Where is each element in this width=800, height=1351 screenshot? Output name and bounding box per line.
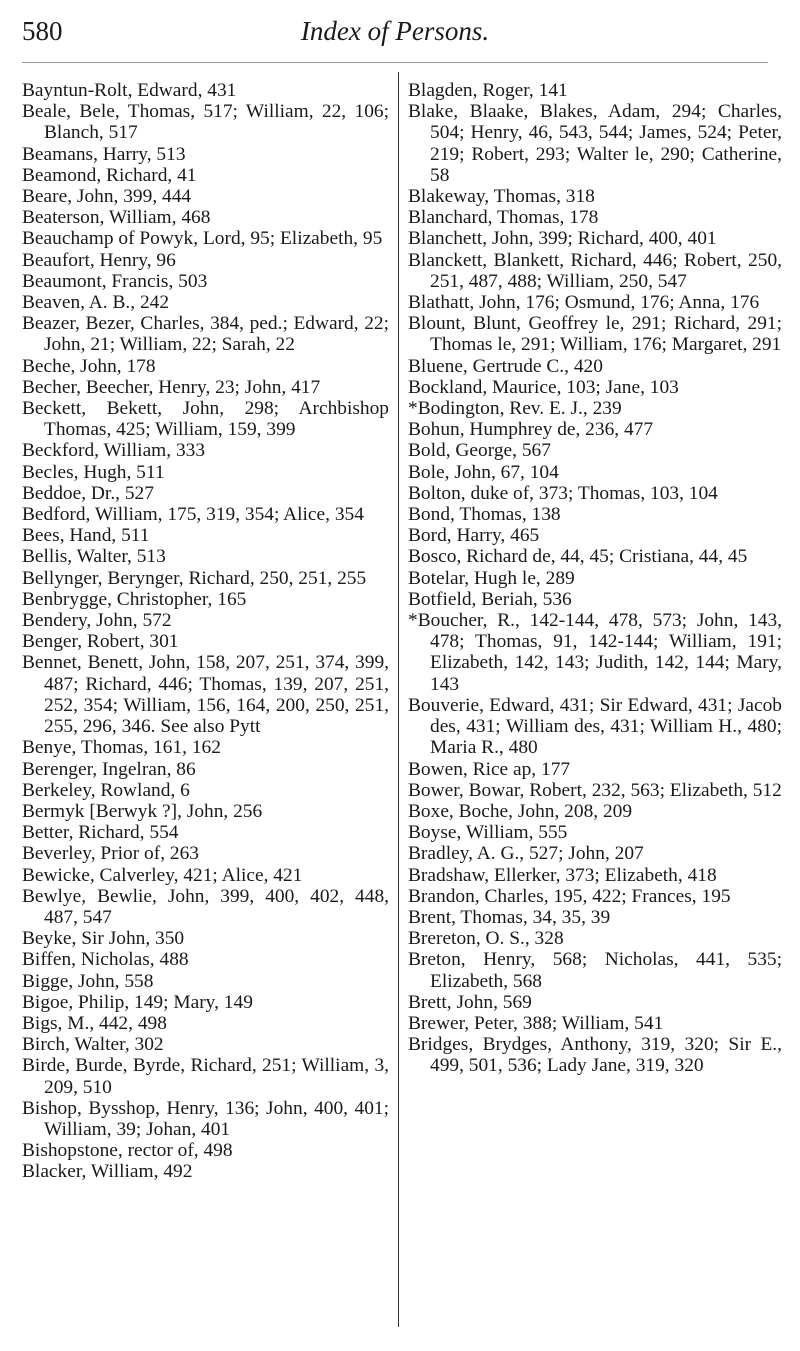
index-entry: Beare, John, 399, 444 [22, 186, 192, 208]
index-entry: Bowen, Rice ap, 177 [408, 758, 571, 780]
index-entry: Blanchard, Thomas, 178 [408, 207, 599, 229]
index-entry: Bond, Thomas, 138 [408, 504, 561, 526]
index-entry: Bishop, Bysshop, Henry, 136; John, 400, 401; William, 39; Johan, 401 [22, 1097, 389, 1140]
index-entry: Beauchamp of Powyk, Lord, 95; Elizabeth, 95 [22, 228, 383, 250]
index-entry: Brent, Thomas, 34, 35, 39 [408, 906, 611, 928]
index-entry: Beamond, Richard, 41 [22, 164, 197, 186]
index-entry: Berkeley, Rowland, 6 [22, 779, 190, 801]
index-entry: Beddoe, Dr., 527 [22, 482, 154, 504]
index-entry: Bosco, Richard de, 44, 45; Cristiana, 44, 45 [408, 546, 748, 568]
index-entry: Blanchett, John, 399; Richard, 400, 401 [408, 228, 717, 250]
index-entry: Bellynger, Berynger, Richard, 250, 251, 255 [22, 567, 367, 589]
index-entry: Bigoe, Philip, 149; Mary, 149 [22, 991, 253, 1013]
index-entry: Beckford, William, 333 [22, 440, 206, 462]
index-entry: Beamans, Harry, 513 [22, 143, 186, 165]
index-entry: Becles, Hugh, 511 [22, 461, 165, 483]
index-entry: Botfield, Beriah, 536 [408, 588, 572, 610]
index-entry: Bockland, Maurice, 103; Jane, 103 [408, 376, 679, 398]
right-column [408, 80, 782, 1077]
index-entry: Bold, George, 567 [408, 440, 551, 462]
index-entry: Beaufort, Henry, 96 [22, 249, 176, 271]
index-entry: Bouverie, Edward, 431; Sir Edward, 431; Jacob des, 431; William des, 431; William H., 480; Maria R., 480 [408, 694, 782, 759]
index-entry: Bradshaw, Ellerker, 373; Elizabeth, 418 [408, 864, 717, 886]
column-divider [398, 72, 399, 1327]
index-entry: Bewlye, Bewlie, John, 399, 400, 402, 448, 487, 547 [22, 885, 389, 928]
index-entry: Bole, John, 67, 104 [408, 461, 559, 483]
index-columns [22, 80, 782, 1340]
index-entry: Bendery, John, 572 [22, 610, 172, 632]
index-entry: Breton, Henry, 568; Nicholas, 441, 535; Elizabeth, 568 [408, 949, 782, 992]
index-entry: Bluene, Gertrude C., 420 [408, 355, 603, 377]
index-entry: *Bodington, Rev. E. J., 239 [408, 398, 622, 420]
index-entry: Bellis, Walter, 513 [22, 546, 166, 568]
header-rule [22, 62, 768, 63]
index-entry: Benger, Robert, 301 [22, 631, 179, 653]
index-entry: Benye, Thomas, 161, 162 [22, 737, 221, 759]
index-entry: Beche, John, 178 [22, 355, 156, 377]
index-entry: Boyse, William, 555 [408, 822, 568, 844]
index-entry: Bolton, duke of, 373; Thomas, 103, 104 [408, 482, 718, 504]
index-entry: Brett, John, 569 [408, 991, 532, 1013]
index-entry: Bord, Harry, 465 [408, 525, 540, 547]
index-entry: Brereton, O. S., 328 [408, 928, 564, 950]
index-entry: Blake, Blaake, Blakes, Adam, 294; Charles, 504; Henry, 46, 543, 544; James, 524; Peter, 219; Robert, 293; Walter le, 290; Catherine, 58 [408, 101, 782, 186]
index-entry: Blanckett, Blankett, Richard, 446; Robert, 250, 251, 487, 488; William, 250, 547 [408, 249, 782, 292]
index-entry: Birch, Walter, 302 [22, 1034, 164, 1056]
index-entry: Blakeway, Thomas, 318 [408, 186, 595, 208]
index-entry: Bower, Bowar, Robert, 232, 563; Elizabeth, 512 [408, 779, 782, 801]
index-entry: Beaumont, Francis, 503 [22, 270, 208, 292]
index-entry: Bees, Hand, 511 [22, 525, 150, 547]
index-entry: Bermyk [Berwyk ?], John, 256 [22, 800, 263, 822]
index-entry: Beaterson, William, 468 [22, 207, 211, 229]
index-entry: Blount, Blunt, Geoffrey le, 291; Richard, 291; Thomas le, 291; William, 176; Margaret, 291 [408, 313, 782, 356]
index-entry: Benbrygge, Christopher, 165 [22, 588, 247, 610]
index-entry: Better, Richard, 554 [22, 822, 179, 844]
index-entry: Bewicke, Calverley, 421; Alice, 421 [22, 864, 303, 886]
index-entry: Bohun, Humphrey de, 236, 477 [408, 419, 654, 441]
index-entry: Blacker, William, 492 [22, 1161, 193, 1183]
index-entry: Bedford, William, 175, 319, 354; Alice, 354 [22, 504, 364, 526]
index-entry: Beale, Bele, Thomas, 517; William, 22, 106; Blanch, 517 [22, 101, 389, 144]
page-number: 580 [22, 16, 63, 46]
index-entry: Blagden, Roger, 141 [408, 80, 568, 101]
index-entry: Biffen, Nicholas, 488 [22, 949, 189, 971]
index-entry: Beckett, Bekett, John, 298; Archbishop Thomas, 425; William, 159, 399 [22, 398, 389, 441]
index-entry: Becher, Beecher, Henry, 23; John, 417 [22, 376, 321, 398]
index-entry: Brandon, Charles, 195, 422; Frances, 195 [408, 885, 731, 907]
index-entry: Berenger, Ingelran, 86 [22, 758, 196, 780]
index-entry: Bridges, Brydges, Anthony, 319, 320; Sir E., 499, 501, 536; Lady Jane, 319, 320 [408, 1034, 782, 1077]
index-entry: Beaven, A. B., 242 [22, 292, 170, 314]
page-header [22, 14, 768, 54]
running-title: Index of Persons. [300, 16, 490, 46]
index-entry: Beverley, Prior of, 263 [22, 843, 199, 865]
index-entry: Blathatt, John, 176; Osmund, 176; Anna, 176 [408, 292, 760, 314]
index-entry: Bigge, John, 558 [22, 970, 154, 992]
index-entry: *Boucher, R., 142-144, 478, 573; John, 143, 478; Thomas, 91, 142-144; William, 191; Elizabeth, 142, 143; Judith, 142, 144; Mary, 143 [408, 610, 782, 695]
index-entry: Beyke, Sir John, 350 [22, 928, 185, 950]
index-entry: Brewer, Peter, 388; William, 541 [408, 1012, 664, 1034]
index-entry: Bigs, M., 442, 498 [22, 1012, 167, 1034]
left-column [22, 80, 389, 1183]
index-entry: Bradley, A. G., 527; John, 207 [408, 843, 644, 865]
index-entry: Bishopstone, rector of, 498 [22, 1140, 233, 1162]
index-entry: Beazer, Bezer, Charles, 384, ped.; Edward, 22; John, 21; William, 22; Sarah, 22 [22, 313, 389, 356]
index-entry: Bayntun-Rolt, Edward, 431 [22, 80, 237, 101]
index-entry: Bennet, Benett, John, 158, 207, 251, 374, 399, 487; Richard, 446; Thomas, 139, 207, 251, 252, 354; William, 156, 164, 200, 250, 251, 255, 296, 346. See also Pytt [22, 652, 389, 738]
index-entry: Botelar, Hugh le, 289 [408, 567, 575, 589]
index-entry: Boxe, Boche, John, 208, 209 [408, 800, 633, 822]
index-entry: Birde, Burde, Byrde, Richard, 251; William, 3, 209, 510 [22, 1055, 389, 1098]
